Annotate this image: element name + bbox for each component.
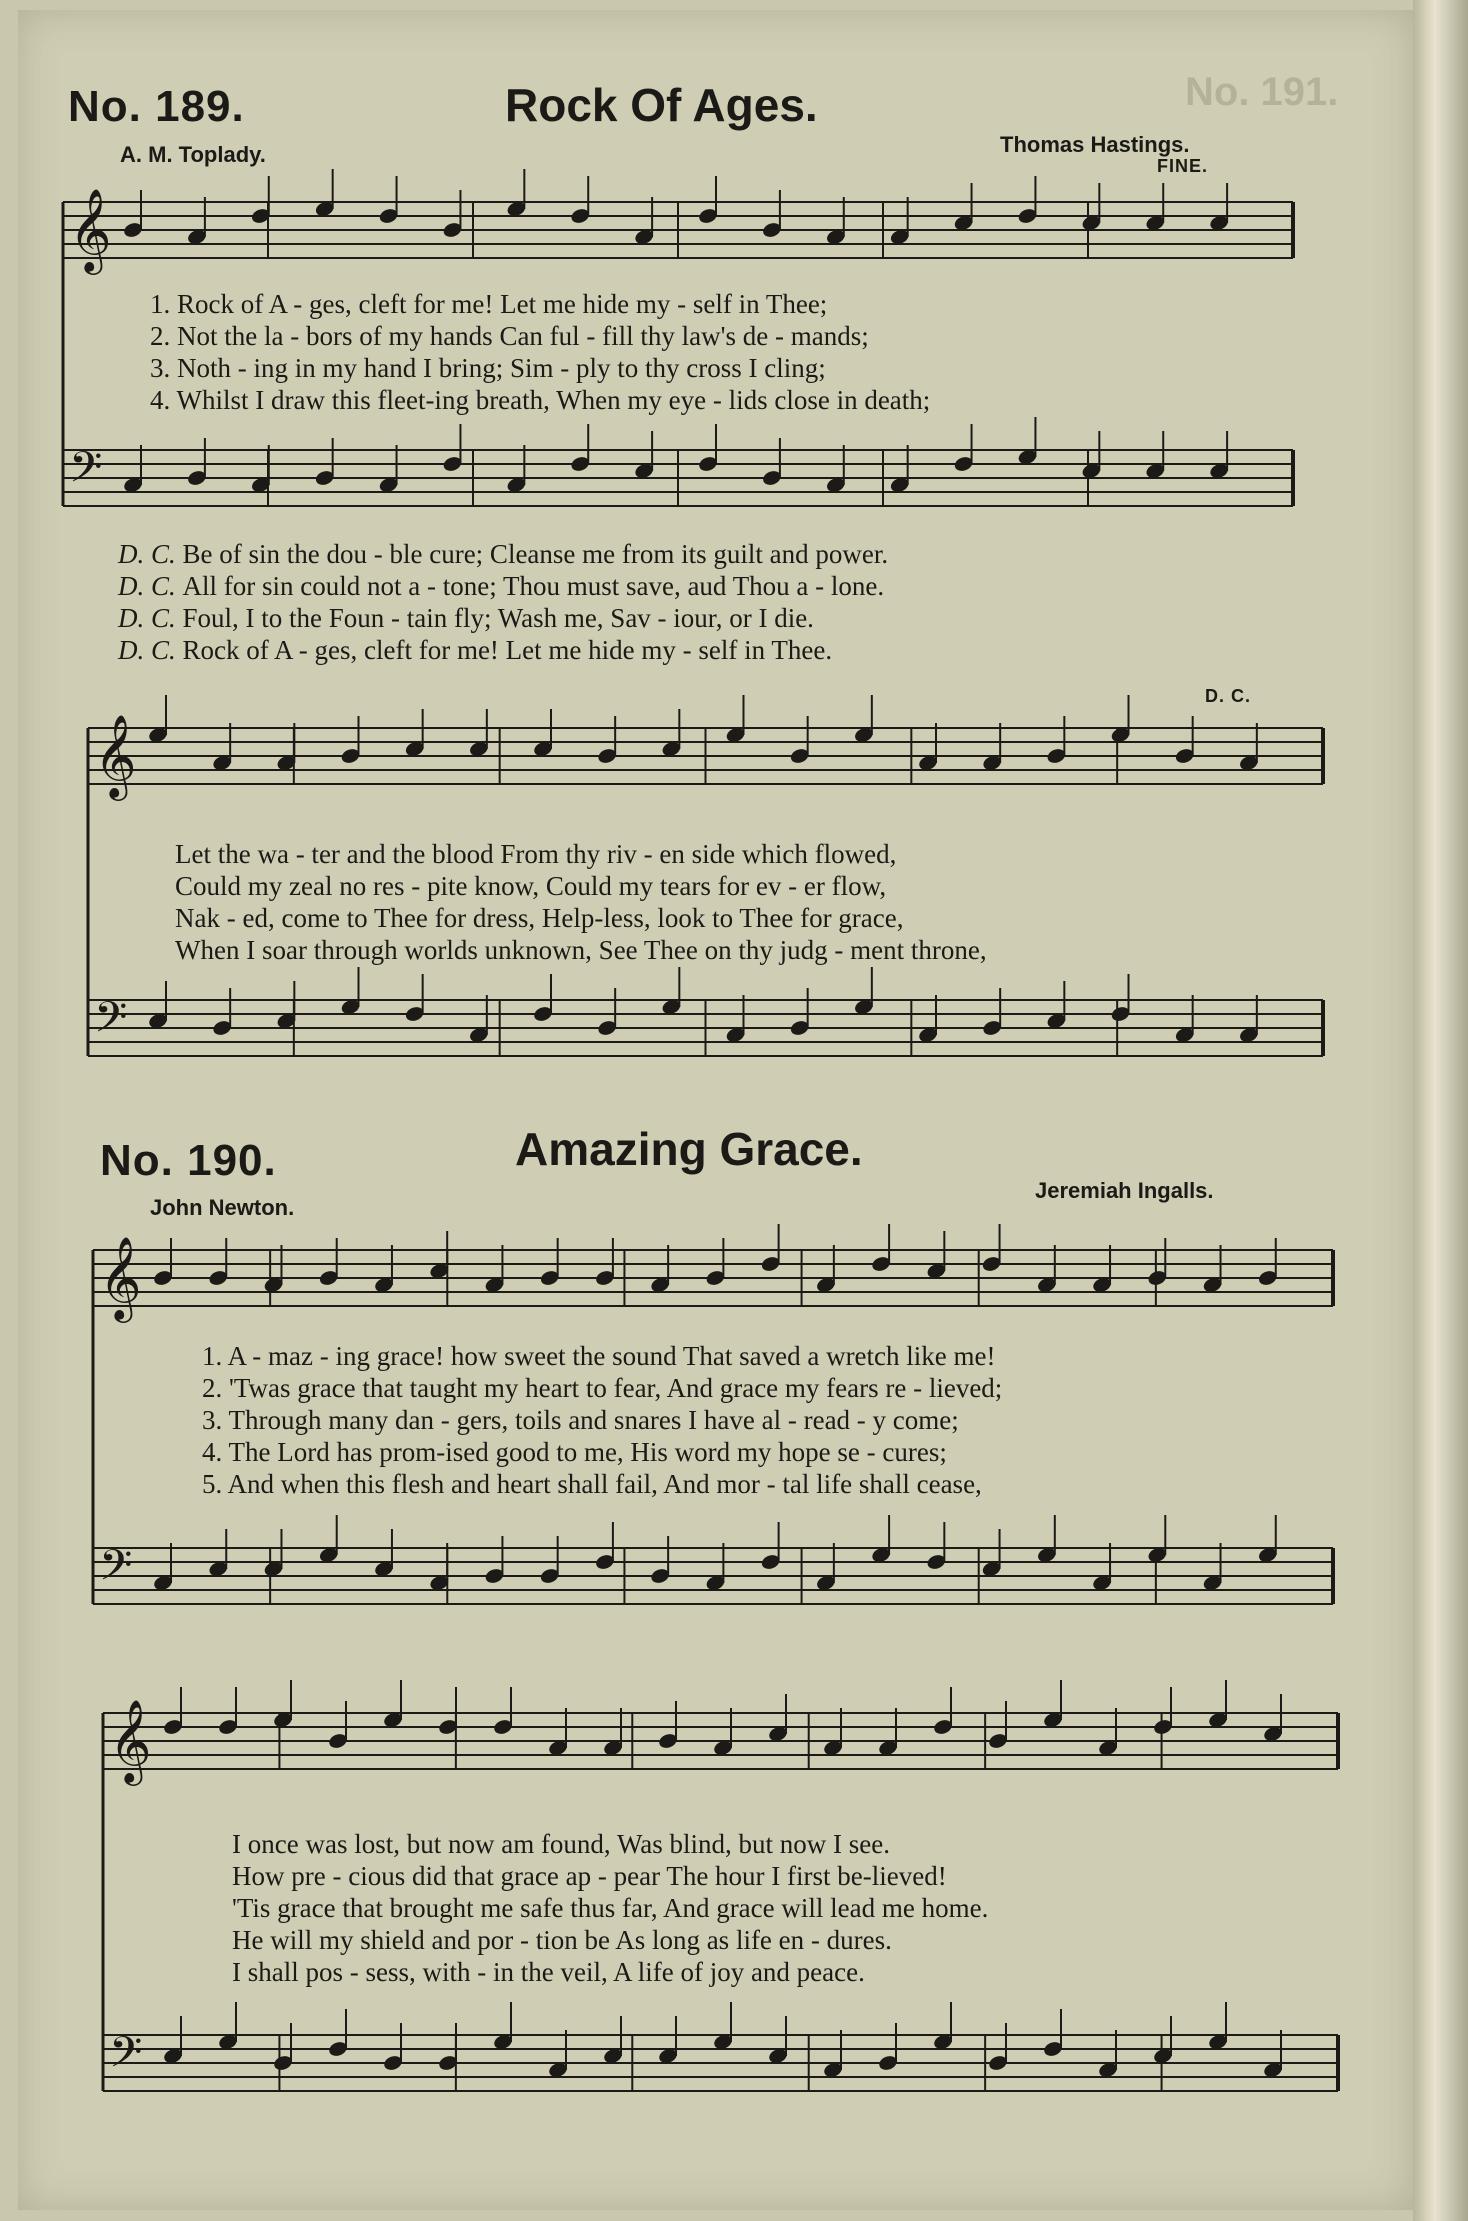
dc-text: Be of sin the dou - ble cure; Cleanse me from its guilt and power. (182, 539, 889, 569)
system-190-2-bass-clef: 𝄢 (109, 2028, 143, 2088)
dc-prefix: D. C. (118, 571, 176, 601)
dc-line (118, 570, 884, 602)
hymn-number: No. 190. (100, 1136, 277, 1185)
dc-prefix: D. C. (118, 539, 176, 569)
lyric-line: 2. 'Twas grace that taught my heart to fear, And grace my fears re - lieved; (202, 1373, 1003, 1403)
dc-line (118, 634, 832, 666)
system-189-2-treble-clef: 𝄞 (94, 713, 137, 797)
lyric-line: 4. Whilst I draw this fleet-ing breath, When my eye - lids close in death; (150, 385, 931, 415)
dc-text: Rock of A - ges, cleft for me! Let me hide my - self in Thee. (182, 635, 833, 665)
dc-prefix: D. C. (118, 603, 176, 633)
lyric-line: 3. Noth - ing in my hand I bring; Sim - ply to thy cross I cling; (150, 353, 826, 383)
dc-text: All for sin could not a - tone; Thou must save, aud Thou a - lone. (182, 571, 885, 601)
lyric-line: 4. The Lord has prom-ised good to me, His word my hope se - cures; (202, 1437, 947, 1467)
system-190-1-bass-clef: 𝄢 (99, 1541, 133, 1601)
dc-text: Foul, I to the Foun - tain fly; Wash me, Sav - iour, or I die. (182, 603, 814, 633)
system-190-1-treble-clef: 𝄞 (99, 1235, 142, 1319)
lyric-line: I shall pos - sess, with - in the veil, A life of joy and peace. (232, 1957, 865, 1987)
lyricist-credit: A. M. Toplady. (120, 142, 266, 167)
page-edge (1413, 0, 1468, 2221)
lyricist-credit: John Newton. (150, 1195, 295, 1220)
hymn-title: Rock Of Ages. (505, 79, 818, 131)
lyric-line: 2. Not the la - bors of my hands Can ful - fill thy law's de - mands; (150, 321, 869, 351)
lyric-line: 1. A - maz - ing grace! how sweet the sound That saved a wretch like me! (202, 1341, 996, 1371)
system-190-2-treble-clef: 𝄞 (109, 1698, 152, 1782)
system-189-2-bass-clef: 𝄢 (94, 993, 128, 1053)
composer-credit: Jeremiah Ingalls. (1035, 1178, 1214, 1203)
bleed-through-text: No. 191. (1185, 70, 1339, 114)
composer-credit: Thomas Hastings. (1000, 132, 1190, 157)
lyric-line: 3. Through many dan - gers, toils and snares I have al - read - y come; (202, 1405, 959, 1435)
dc-line (118, 538, 888, 570)
lyric-line: Nak - ed, come to Thee for dress, Help-less, look to Thee for grace, (175, 903, 904, 933)
lyric-line: Could my zeal no res - pite know, Could my tears for ev - er flow, (175, 871, 887, 901)
system-189-1-bass-clef: 𝄢 (69, 443, 103, 503)
fine-marking: FINE. (1157, 156, 1209, 176)
hymn-title: Amazing Grace. (515, 1123, 863, 1175)
lyric-line: 5. And when this flesh and heart shall fail, And mor - tal life shall cease, (202, 1469, 982, 1499)
system-189-1-treble-clef: 𝄞 (69, 187, 112, 271)
hymn-number: No. 189. (68, 82, 245, 131)
lyric-line: He will my shield and por - tion be As long as life en - dures. (232, 1925, 892, 1955)
dc-prefix: D. C. (118, 635, 176, 665)
lyric-line: 'Tis grace that brought me safe thus far, And grace will lead me home. (232, 1893, 989, 1923)
dc-line (118, 602, 814, 634)
lyric-line: Let the wa - ter and the blood From thy riv - en side which flowed, (175, 839, 897, 869)
dc-marking: D. C. (1205, 686, 1252, 706)
lyric-line: How pre - cious did that grace ap - pear The hour I first be-lieved! (232, 1861, 947, 1891)
lyric-line: When I soar through worlds unknown, See Thee on thy judg - ment throne, (175, 935, 987, 965)
lyric-line: I once was lost, but now am found, Was blind, but now I see. (232, 1829, 890, 1859)
lyric-line: 1. Rock of A - ges, cleft for me! Let me hide my - self in Thee; (150, 289, 828, 319)
